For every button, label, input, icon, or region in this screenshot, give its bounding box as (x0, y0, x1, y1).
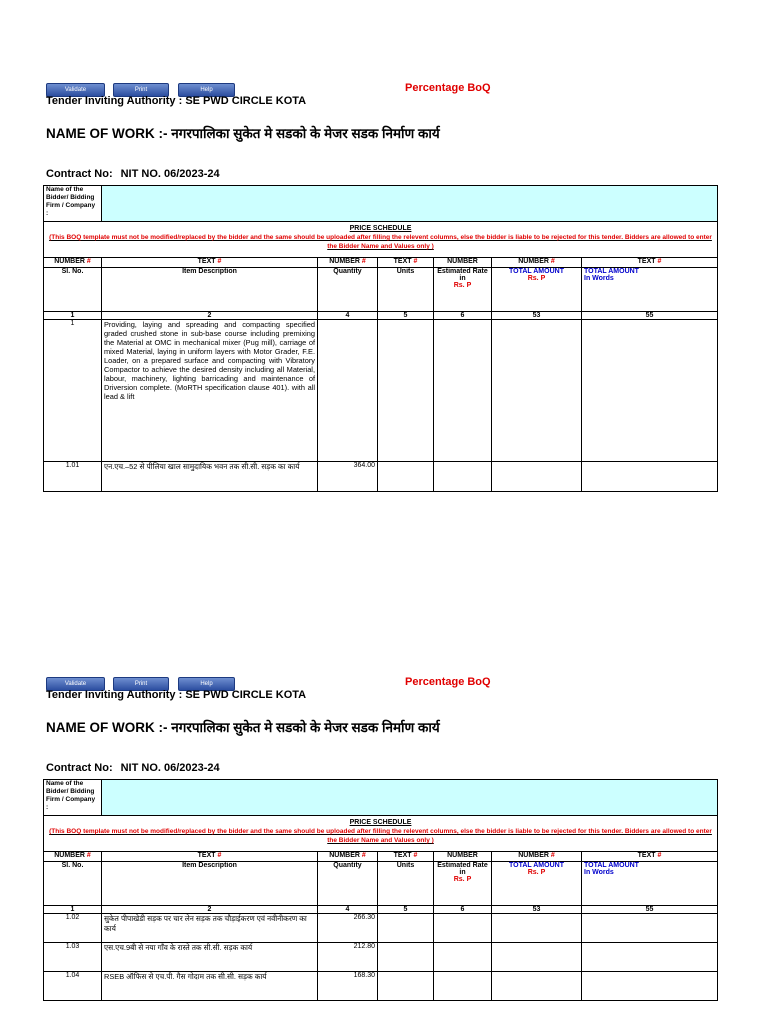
table-row (44, 914, 718, 943)
type-header: TEXT # (102, 258, 318, 268)
col-header-total: TOTAL AMOUNT Rs. P (492, 862, 582, 906)
col-index: 5 (378, 906, 434, 914)
col-header-units: Units (378, 268, 434, 312)
row-sl: 1.02 (44, 914, 102, 943)
col-index: 6 (434, 906, 492, 914)
boq-table (43, 779, 718, 1001)
type-header: TEXT # (378, 852, 434, 862)
contract-value: NIT NO. 06/2023-24 (120, 762, 220, 774)
contract-label: Contract No: (46, 762, 113, 774)
boq-page-1 (0, 83, 768, 523)
col-header-sl: Sl. No. (44, 862, 102, 906)
validate-button[interactable]: Validate (46, 83, 105, 97)
contract-label: Contract No: (46, 168, 113, 180)
row-rate-input[interactable] (434, 972, 492, 1001)
boq-page-2 (0, 677, 768, 1024)
row-sl: 1.04 (44, 972, 102, 1001)
type-header: NUMBER # (44, 258, 102, 268)
name-of-work: NAME OF WORK :- नगरपालिका सुकेत मे सडको के मेजर सडक निर्माण कार्य (46, 720, 440, 735)
row-description: सुकेत पीपाखेडी सड़क पर चार लेन सड़क तक चौड़ाईकरण एवं नवीनीकरण का कार्य (102, 914, 318, 943)
type-header: TEXT # (582, 258, 718, 268)
col-index: 5 (378, 312, 434, 320)
col-header-item: Item Description (102, 862, 318, 906)
column-header-row (44, 862, 718, 906)
col-header-qty: Quantity (318, 862, 378, 906)
row-words (582, 943, 718, 972)
type-header: TEXT # (378, 258, 434, 268)
row-total (492, 914, 582, 943)
price-schedule (44, 816, 718, 852)
type-header: NUMBER # (492, 852, 582, 862)
row-sl: 1.01 (44, 462, 102, 492)
print-button[interactable]: Print (113, 83, 169, 97)
row-sl: 1 (44, 320, 102, 462)
row-description: एन.एच.–52 से पीलिया खाल सामुदायिक भवन तक सी.सी. सड़क का कार्य (102, 462, 318, 492)
row-quantity: 266.30 (318, 914, 378, 943)
row-description: एस.एच.9बी से नया गाँव के रास्ते तक सी.सी. सड़क कार्य (102, 943, 318, 972)
col-header-words: TOTAL AMOUNT In Words (582, 862, 718, 906)
col-index: 55 (582, 312, 718, 320)
column-index-row (44, 312, 718, 320)
row-words (582, 914, 718, 943)
row-description: RSEB ऑफिस से एच.पी. गैस गोदाम तक सी.सी. सड़क कार्य (102, 972, 318, 1001)
contract-value: NIT NO. 06/2023-24 (120, 168, 220, 180)
col-index: 4 (318, 312, 378, 320)
col-index: 4 (318, 906, 378, 914)
row-rate-input[interactable] (434, 320, 492, 462)
price-schedule (44, 222, 718, 258)
col-index: 53 (492, 312, 582, 320)
row-units (378, 462, 434, 492)
row-units (378, 320, 434, 462)
type-header: NUMBER # (492, 258, 582, 268)
price-schedule-title: PRICE SCHEDULE (349, 819, 412, 826)
bidder-name-label: Name of the Bidder/ Bidding Firm / Company : (44, 186, 102, 222)
type-header-row (44, 258, 718, 268)
bidder-name-input[interactable] (102, 186, 718, 222)
validate-button[interactable]: Validate (46, 677, 105, 691)
table-row (44, 943, 718, 972)
boq-table (43, 185, 718, 492)
price-schedule-note: (This BOQ template must not be modified/replaced by the bidder and the same should be uploaded after filling the relevent columns, else the bidder is liable to be rejected for this tender. Bidders are allowed to enter the Bidder Name and Values only ) (49, 234, 712, 250)
col-header-units: Units (378, 862, 434, 906)
row-units (378, 972, 434, 1001)
col-index: 2 (102, 906, 318, 914)
bidder-name-label: Name of the Bidder/ Bidding Firm / Company : (44, 780, 102, 816)
col-header-rate: Estimated Rate in Rs. P (434, 862, 492, 906)
type-header: NUMBER # (318, 258, 378, 268)
row-total (492, 320, 582, 462)
print-button[interactable]: Print (113, 677, 169, 691)
row-total (492, 462, 582, 492)
row-total (492, 972, 582, 1001)
type-header: TEXT # (102, 852, 318, 862)
row-words (582, 972, 718, 1001)
col-header-words: TOTAL AMOUNT In Words (582, 268, 718, 312)
column-index-row (44, 906, 718, 914)
help-button[interactable]: Help (178, 677, 235, 691)
price-schedule-title: PRICE SCHEDULE (349, 225, 412, 232)
type-header: NUMBER (434, 258, 492, 268)
tender-authority: Tender Inviting Authority : SE PWD CIRCLE KOTA (46, 95, 307, 107)
col-index: 1 (44, 312, 102, 320)
name-of-work: NAME OF WORK :- नगरपालिका सुकेत मे सडको के मेजर सडक निर्माण कार्य (46, 126, 440, 141)
row-rate-input[interactable] (434, 462, 492, 492)
type-header: NUMBER # (318, 852, 378, 862)
bidder-name-input[interactable] (102, 780, 718, 816)
table-row (44, 972, 718, 1001)
tender-authority: Tender Inviting Authority : SE PWD CIRCLE KOTA (46, 689, 307, 701)
row-words (582, 320, 718, 462)
row-units (378, 943, 434, 972)
col-index: 2 (102, 312, 318, 320)
row-sl: 1.03 (44, 943, 102, 972)
row-quantity: 168.30 (318, 972, 378, 1001)
contract-number (46, 762, 220, 774)
row-total (492, 943, 582, 972)
row-description: Providing, laying and spreading and compacting specified graded crushed stone in sub-base course including premixing the Material at OMC in mechanical mixer (Pug mill), carriage of mixed Material, laying in uniform layers with Motor Grader, F.E. Loader, on a prepared surface and compacting with Vibratory Compactor to achieve the desired density including all Material, labour, machinery, lighting barricading and maintenance of Driversion complete. (MoRTH specification clause 401). with all lead & lift (102, 320, 318, 462)
col-index: 6 (434, 312, 492, 320)
type-header: NUMBER # (44, 852, 102, 862)
table-row (44, 320, 718, 462)
col-index: 55 (582, 906, 718, 914)
row-quantity (318, 320, 378, 462)
row-units (378, 914, 434, 943)
row-words (582, 462, 718, 492)
row-rate-input[interactable] (434, 943, 492, 972)
col-index: 53 (492, 906, 582, 914)
col-header-rate: Estimated Rate in Rs. P (434, 268, 492, 312)
boq-title: Percentage BoQ (405, 82, 491, 94)
type-header-row (44, 852, 718, 862)
col-header-qty: Quantity (318, 268, 378, 312)
row-quantity: 212.80 (318, 943, 378, 972)
row-quantity: 364.00 (318, 462, 378, 492)
type-header: NUMBER (434, 852, 492, 862)
row-rate-input[interactable] (434, 914, 492, 943)
help-button[interactable]: Help (178, 83, 235, 97)
type-header: TEXT # (582, 852, 718, 862)
contract-number (46, 168, 220, 180)
col-header-total: TOTAL AMOUNT Rs. P (492, 268, 582, 312)
col-header-sl: Sl. No. (44, 268, 102, 312)
table-row (44, 462, 718, 492)
col-header-item: Item Description (102, 268, 318, 312)
price-schedule-note: (This BOQ template must not be modified/replaced by the bidder and the same should be uploaded after filling the relevent columns, else the bidder is liable to be rejected for this tender. Bidders are allowed to enter the Bidder Name and Values only ) (49, 828, 712, 844)
col-index: 1 (44, 906, 102, 914)
boq-title: Percentage BoQ (405, 676, 491, 688)
column-header-row (44, 268, 718, 312)
